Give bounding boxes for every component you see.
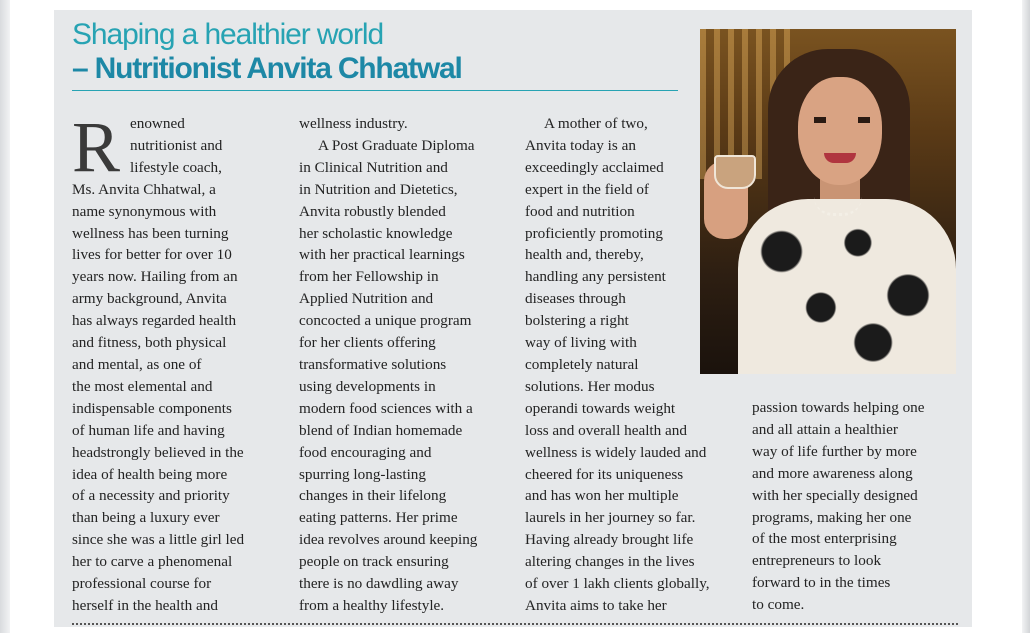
text-line: since she was a little girl led [72,531,245,549]
text-line: lives for better for over 10 [72,246,232,264]
text-line: name synonymous with [72,202,217,220]
article-panel [54,10,972,627]
text-line: there is no dawdling away [299,575,459,593]
text-line: idea of health being more [72,465,228,483]
text-line: wellness has been turning [72,224,229,242]
portrait-photo [700,29,956,374]
text-line: bolstering a right [525,312,629,330]
headline [72,18,462,86]
text-line: laurels in her journey so far. [525,509,696,527]
text-line: enowned [130,115,185,132]
text-line: solutions. Her modus [525,377,655,395]
text-line: her scholastic knowledge [299,224,453,242]
text-line: passion towards helping one [752,399,925,416]
text-line: with her specially designed [752,486,918,504]
article-column-2 [299,113,509,617]
headline-rule [72,90,678,91]
text-line: changes in their lifelong [299,487,447,505]
text-line: Anvita aims to take her [525,596,667,614]
text-line: indispensable components [72,399,232,417]
headline-line-2: – Nutritionist Anvita Chhatwal [72,52,462,85]
portrait-patterned-top [738,199,956,374]
text-line: wellness industry. [299,115,408,132]
text-line: wellness is widely lauded and [525,443,707,461]
headline-line-1: Shaping a healthier world [72,18,384,51]
text-line: proficiently promoting [525,224,663,242]
text-line: entrepreneurs to look [752,552,882,570]
text-line: forward to in the times [752,574,891,592]
text-line: operandi towards weight [525,399,676,417]
text-line: blend of Indian homemade [299,421,463,439]
text-line: to come. [752,596,805,614]
article-column-1 [72,107,282,617]
text-line: professional course for [72,575,212,593]
drop-cap: R [72,107,121,187]
text-line: of over 1 lakh clients globally, [525,575,710,593]
text-line: exceedingly acclaimed [525,158,664,176]
text-line: of a necessity and priority [72,487,230,505]
text-line: the most elemental and [72,377,213,395]
text-line: A mother of two, [544,115,648,132]
text-line: her to carve a phenomenal [72,553,233,571]
portrait-smile [824,153,856,163]
text-line: transformative solutions [299,355,447,373]
text-line: with her practical learnings [299,246,465,264]
text-line: and has won her multiple [525,487,679,505]
text-line: concocted a unique program [299,312,472,330]
text-line: health and, thereby, [525,246,644,264]
text-line: in Nutrition and Dietetics, [299,180,458,198]
text-line: food and nutrition [525,202,635,220]
portrait-eyes [814,117,870,123]
text-line: programs, making her one [752,508,912,526]
text-line: army background, Anvita [72,290,227,308]
text-line: and fitness, both physical [72,334,227,352]
text-line: of human life and having [72,421,225,439]
text-line: of the most enterprising [752,530,897,548]
text-line: handling any persistent [525,268,666,286]
text-line: Anvita today is an [525,136,636,154]
bottom-dotted-rule [72,623,958,625]
text-line: using developments in [299,377,436,395]
text-line: A Post Graduate Diploma [318,136,475,154]
text-line: years now. Hailing from an [72,268,238,286]
text-line: cheered for its uniqueness [525,465,684,483]
text-line: than being a luxury ever [72,509,220,527]
text-line: loss and overall health and [525,421,687,439]
text-line: from her Fellowship in [299,268,439,286]
text-line: and all attain a healthier [752,420,898,438]
text-line: diseases through [525,290,626,308]
page-edge-right [1022,0,1030,633]
text-line: has always regarded health [72,312,237,330]
text-line: spurring long-lasting [299,465,426,483]
text-line: eating patterns. Her prime [299,509,458,527]
text-line: people on track ensuring [299,553,449,571]
text-line: and mental, as one of [72,355,202,373]
text-line: lifestyle coach, [130,158,222,176]
text-line: way of life further by more [752,442,917,460]
text-line: expert in the field of [525,180,649,198]
text-line: altering changes in the lives [525,553,695,571]
text-line: in Clinical Nutrition and [299,158,448,176]
article-column-4 [752,397,962,616]
text-line: and more awareness along [752,464,913,482]
text-line: food encouraging and [299,443,432,461]
text-line: completely natural [525,355,639,373]
text-line: from a healthy lifestyle. [299,596,445,614]
text-line: idea revolves around keeping [299,531,478,549]
text-line: Ms. Anvita Chhatwal, a [72,180,216,198]
text-line: way of living with [525,334,637,352]
page-edge-left [0,0,10,633]
text-line: for her clients offering [299,334,436,352]
text-line: nutritionist and [130,136,223,154]
portrait-face [798,77,882,185]
text-line: headstrongly believed in the [72,443,244,461]
text-line: herself in the health and [72,596,218,614]
text-line: Anvita robustly blended [299,202,446,220]
text-line: Applied Nutrition and [299,290,434,308]
text-line: Having already brought life [525,531,694,549]
text-line: modern food sciences with a [299,399,473,417]
tea-cup [714,155,756,189]
